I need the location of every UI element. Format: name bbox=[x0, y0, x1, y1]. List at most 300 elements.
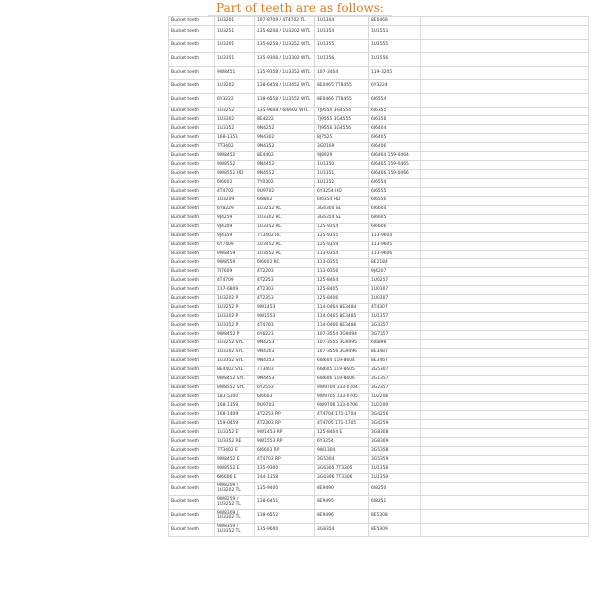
part-number-cell: 6I6898 bbox=[369, 339, 421, 348]
part-category-cell: Bucket teeth bbox=[169, 313, 215, 322]
part-number-cell: 6I6603 bbox=[255, 393, 315, 402]
part-number-cell: 125-8406 bbox=[315, 295, 369, 304]
part-number-cell: 6I6356 bbox=[369, 116, 421, 125]
blank-cell bbox=[421, 187, 589, 196]
part-category-cell: Bucket teeth bbox=[169, 39, 215, 53]
part-number-cell: 125-8405 bbox=[315, 286, 369, 295]
part-number-cell: 6I6465 159-0465 bbox=[369, 161, 421, 170]
part-number-cell: 6I6602 bbox=[215, 179, 255, 188]
part-number-cell: 1U3201 bbox=[215, 17, 255, 26]
part-number-cell: 7J9554 3G4554 bbox=[315, 107, 369, 116]
table-row bbox=[169, 402, 589, 411]
part-number-cell: 6I6556 bbox=[369, 196, 421, 205]
part-number-cell: 4T2253 RP bbox=[255, 411, 315, 420]
part-number-cell: 9W8359 / 1U3352 TL bbox=[215, 523, 255, 537]
part-category-cell: Bucket teeth bbox=[169, 330, 215, 339]
part-number-cell: 1U3252 SYL bbox=[215, 339, 255, 348]
part-number-cell: 9W1553 bbox=[255, 313, 315, 322]
part-category-cell: Bucket teeth bbox=[169, 438, 215, 447]
part-number-cell: 1U1352 bbox=[315, 179, 369, 188]
part-number-cell: 135-9400 bbox=[255, 482, 315, 496]
part-number-cell: 4T4709 bbox=[215, 277, 255, 286]
blank-cell bbox=[421, 259, 589, 268]
part-number-cell: 3G5307 bbox=[369, 366, 421, 375]
blank-cell bbox=[421, 214, 589, 223]
part-number-cell: 6I6555 bbox=[369, 187, 421, 196]
part-category-cell: Bucket teeth bbox=[169, 375, 215, 384]
part-category-cell: Bucket teeth bbox=[169, 447, 215, 456]
part-number-cell: 113-9606 bbox=[369, 250, 421, 259]
part-category-cell: Bucket teeth bbox=[169, 134, 215, 143]
part-number-cell: 1U1553 bbox=[369, 25, 421, 39]
blank-cell bbox=[421, 420, 589, 429]
blank-cell bbox=[421, 116, 589, 125]
part-category-cell: Bucket teeth bbox=[169, 143, 215, 152]
table-row bbox=[169, 357, 589, 366]
part-number-cell: 6I6464 159-0464 bbox=[369, 152, 421, 161]
blank-cell bbox=[421, 304, 589, 313]
part-number-cell: 9W1304 bbox=[315, 447, 369, 456]
part-number-cell: 4T2303 bbox=[255, 286, 315, 295]
part-number-cell: 135-8208 / 1U3202 WTL bbox=[255, 25, 315, 39]
part-number-cell: 9W8552 SYL bbox=[215, 384, 255, 393]
part-number-cell: 8E3487 bbox=[369, 348, 421, 357]
blank-cell bbox=[421, 402, 589, 411]
part-category-cell: Bucket teeth bbox=[169, 304, 215, 313]
table-row bbox=[169, 429, 589, 438]
part-number-cell: 135-9600 bbox=[255, 523, 315, 537]
part-number-cell: 135-9308 / 1U3302 WTL bbox=[255, 53, 315, 67]
blank-cell bbox=[421, 107, 589, 116]
table-row bbox=[169, 366, 589, 375]
blank-cell bbox=[421, 465, 589, 474]
part-category-cell: Bucket teeth bbox=[169, 170, 215, 179]
part-number-cell: 7T3402 RC bbox=[255, 232, 315, 241]
table-row bbox=[169, 250, 589, 259]
part-number-cell: 1U3209 bbox=[215, 196, 255, 205]
part-number-cell: 6I6554 bbox=[369, 179, 421, 188]
part-number-cell: 9J4259 bbox=[215, 214, 255, 223]
part-number-cell: 107-3554 3G9494 bbox=[315, 330, 369, 339]
part-number-cell: 9U9702 bbox=[255, 187, 315, 196]
blank-cell bbox=[421, 93, 589, 107]
blank-cell bbox=[421, 482, 589, 496]
part-number-cell: 6I6554 bbox=[369, 93, 421, 107]
part-number-cell: 4T2253 bbox=[255, 277, 315, 286]
table-row bbox=[169, 179, 589, 188]
table-row bbox=[169, 384, 589, 393]
table-row bbox=[169, 187, 589, 196]
part-number-cell: 3G0169 bbox=[315, 143, 369, 152]
part-number-cell: 8E2184 bbox=[369, 259, 421, 268]
part-number-cell: 9W1453 RP bbox=[255, 429, 315, 438]
blank-cell bbox=[421, 366, 589, 375]
part-category-cell: Bucket teeth bbox=[169, 286, 215, 295]
part-number-cell: 8E0466 7T8455 bbox=[315, 93, 369, 107]
part-number-cell: 4T4705 171-1705 bbox=[315, 420, 369, 429]
part-number-cell: 4T4703 bbox=[255, 322, 315, 331]
part-number-cell: 135-9359 bbox=[315, 241, 369, 250]
part-number-cell: 1U3352 SYL bbox=[215, 357, 255, 366]
blank-cell bbox=[421, 179, 589, 188]
part-number-cell: 9N4453 bbox=[255, 375, 315, 384]
part-number-cell: 3G6305 7T3305 bbox=[315, 465, 369, 474]
part-number-cell: 3G3357 bbox=[369, 322, 421, 331]
table-row bbox=[169, 143, 589, 152]
table-row bbox=[169, 107, 589, 116]
part-number-cell: 1U3252 bbox=[215, 107, 255, 116]
part-number-cell: 1U1354 bbox=[315, 25, 369, 39]
part-number-cell: 138-6552 bbox=[255, 510, 315, 524]
part-category-cell: Bucket teeth bbox=[169, 384, 215, 393]
part-number-cell: 159-0459 bbox=[215, 420, 255, 429]
part-number-cell: 107-3555 3G9495 bbox=[315, 339, 369, 348]
part-category-cell: Bucket teeth bbox=[169, 53, 215, 67]
part-number-cell: 6I6406 bbox=[369, 143, 421, 152]
part-number-cell: 1U2209 bbox=[369, 402, 421, 411]
part-number-cell: 6I6604 bbox=[369, 205, 421, 214]
part-number-cell: 4T4704 171-1704 bbox=[315, 411, 369, 420]
part-number-cell: 6I8250 bbox=[369, 482, 421, 496]
part-number-cell: 113-0355 bbox=[315, 259, 369, 268]
part-number-cell: 9N4303 bbox=[255, 348, 315, 357]
part-number-cell: 7J9555 3G4555 bbox=[315, 116, 369, 125]
part-number-cell: 3G8308 bbox=[369, 429, 421, 438]
part-number-cell: 9W1453 bbox=[255, 304, 315, 313]
blank-cell bbox=[421, 232, 589, 241]
part-number-cell: 8E0465 7T8455 bbox=[315, 80, 369, 94]
part-number-cell: 1U1358 bbox=[369, 465, 421, 474]
part-category-cell: Bucket teeth bbox=[169, 93, 215, 107]
part-number-cell: 6I6603 RP bbox=[255, 447, 315, 456]
table-row bbox=[169, 393, 589, 402]
part-number-cell: 114-0465 8E3485 bbox=[315, 313, 369, 322]
part-category-cell: Bucket teeth bbox=[169, 277, 215, 286]
blank-cell bbox=[421, 330, 589, 339]
blank-cell bbox=[421, 411, 589, 420]
part-category-cell: Bucket teeth bbox=[169, 214, 215, 223]
table-row bbox=[169, 456, 589, 465]
table-row bbox=[169, 232, 589, 241]
part-number-cell: 4T4703 RP bbox=[255, 456, 315, 465]
part-number-cell: 6I6355 bbox=[369, 107, 421, 116]
part-number-cell: 1U1350 bbox=[315, 161, 369, 170]
part-number-cell: 1U3251 bbox=[215, 25, 255, 39]
part-number-cell: 135-9354 bbox=[315, 223, 369, 232]
blank-cell bbox=[421, 510, 589, 524]
part-category-cell: Bucket teeth bbox=[169, 161, 215, 170]
part-category-cell: Bucket teeth bbox=[169, 232, 215, 241]
part-number-cell: 9W8459 bbox=[215, 250, 255, 259]
part-category-cell: Bucket teeth bbox=[169, 250, 215, 259]
part-number-cell: 3G2357 bbox=[369, 384, 421, 393]
blank-cell bbox=[421, 66, 589, 80]
part-number-cell: 4T2203 bbox=[255, 268, 315, 277]
table-row bbox=[169, 161, 589, 170]
part-number-cell: 1U3202 P bbox=[215, 295, 255, 304]
table-row bbox=[169, 438, 589, 447]
part-number-cell: 4T2353 bbox=[255, 295, 315, 304]
part-number-cell: 168-1351 bbox=[215, 134, 255, 143]
table-row bbox=[169, 411, 589, 420]
blank-cell bbox=[421, 161, 589, 170]
part-number-cell: 125-8404 bbox=[315, 277, 369, 286]
part-number-cell: 107-8709 / 4T4702 TL bbox=[255, 17, 315, 26]
part-number-cell: 9W8309 / 1U3302 TL bbox=[215, 510, 255, 524]
part-number-cell: 7J9556 3G4556 bbox=[315, 125, 369, 134]
part-number-cell: 6Y6223 bbox=[255, 330, 315, 339]
part-number-cell: 6Y2553 bbox=[255, 384, 315, 393]
part-number-cell: 6I6602 RC bbox=[255, 259, 315, 268]
part-number-cell: 1U3352 P bbox=[215, 322, 255, 331]
part-number-cell: 168-1359 bbox=[215, 402, 255, 411]
part-number-cell: 6I6354 HD bbox=[315, 196, 369, 205]
table-row bbox=[169, 93, 589, 107]
part-category-cell: Bucket teeth bbox=[169, 196, 215, 205]
part-number-cell: 3G6306 7T3306 bbox=[315, 473, 369, 482]
part-number-cell: 1U3552 RC bbox=[255, 250, 315, 259]
table-row bbox=[169, 170, 589, 179]
blank-cell bbox=[421, 53, 589, 67]
table-row bbox=[169, 39, 589, 53]
part-number-cell: 9J8929 bbox=[315, 152, 369, 161]
part-number-cell: 9W1553 RP bbox=[255, 438, 315, 447]
part-number-cell: 9W8552 E bbox=[215, 465, 255, 474]
part-number-cell: 138-6558 / 1U3552 WTL bbox=[255, 93, 315, 107]
blank-cell bbox=[421, 357, 589, 366]
part-category-cell: Bucket teeth bbox=[169, 152, 215, 161]
part-number-cell: 6I8604 119-8604 bbox=[315, 357, 369, 366]
part-number-cell: 8E9496 bbox=[315, 510, 369, 524]
part-number-cell: 125-8404 E bbox=[315, 429, 369, 438]
part-number-cell: 6I6466 159-0466 bbox=[369, 170, 421, 179]
part-number-cell: 135-9300 bbox=[255, 465, 315, 474]
part-category-cell: Bucket teeth bbox=[169, 456, 215, 465]
part-category-cell: Bucket teeth bbox=[169, 465, 215, 474]
part-category-cell: Bucket teeth bbox=[169, 205, 215, 214]
part-number-cell: 9N4352 bbox=[255, 143, 315, 152]
part-category-cell: Bucket teeth bbox=[169, 429, 215, 438]
table-row bbox=[169, 80, 589, 94]
table-row bbox=[169, 116, 589, 125]
part-category-cell: Bucket teeth bbox=[169, 223, 215, 232]
part-number-cell: 4T2303 RP bbox=[255, 420, 315, 429]
blank-cell bbox=[421, 241, 589, 250]
part-number-cell: 1U3302 bbox=[215, 116, 255, 125]
blank-cell bbox=[421, 322, 589, 331]
blank-cell bbox=[421, 250, 589, 259]
part-number-cell: 138-6451 bbox=[255, 496, 315, 510]
table-row bbox=[169, 313, 589, 322]
part-number-cell: 3G5358 bbox=[369, 447, 421, 456]
table-row bbox=[169, 223, 589, 232]
part-number-cell: 7T3403 bbox=[255, 366, 315, 375]
part-number-cell: 113-0356 bbox=[315, 268, 369, 277]
part-number-cell: 113-9604 bbox=[369, 232, 421, 241]
blank-cell bbox=[421, 170, 589, 179]
table-row bbox=[169, 295, 589, 304]
part-number-cell: 1U1555 bbox=[369, 39, 421, 53]
table-row bbox=[169, 510, 589, 524]
table-row bbox=[169, 241, 589, 250]
table-row bbox=[169, 465, 589, 474]
blank-cell bbox=[421, 152, 589, 161]
part-category-cell: Bucket teeth bbox=[169, 482, 215, 496]
part-number-cell: 113-0354 bbox=[315, 250, 369, 259]
parts-table-body bbox=[169, 17, 589, 537]
part-number-cell: 6Y8229 bbox=[215, 205, 255, 214]
part-category-cell: Bucket teeth bbox=[169, 420, 215, 429]
part-number-cell: 1U1356 bbox=[315, 53, 369, 67]
part-number-cell: 1U3252 P bbox=[215, 304, 255, 313]
part-number-cell: 3G6304 SL bbox=[315, 205, 369, 214]
table-row bbox=[169, 523, 589, 537]
part-number-cell: 1U1351 bbox=[315, 170, 369, 179]
blank-cell bbox=[421, 313, 589, 322]
part-number-cell: 144-1358 bbox=[255, 473, 315, 482]
table-row bbox=[169, 375, 589, 384]
part-number-cell: 9N4253 bbox=[255, 339, 315, 348]
part-number-cell: 4T4702 bbox=[215, 187, 255, 196]
part-number-cell: 168-1409 bbox=[215, 411, 255, 420]
table-row bbox=[169, 205, 589, 214]
part-number-cell: 1U0307 bbox=[369, 286, 421, 295]
part-category-cell: Bucket teeth bbox=[169, 496, 215, 510]
part-number-cell: 1U3352 E bbox=[215, 429, 255, 438]
table-row bbox=[169, 214, 589, 223]
part-category-cell: Bucket teeth bbox=[169, 366, 215, 375]
part-number-cell: 8E5309 bbox=[369, 523, 421, 537]
table-row bbox=[169, 496, 589, 510]
part-number-cell: 1U1355 bbox=[315, 39, 369, 53]
blank-cell bbox=[421, 223, 589, 232]
part-number-cell: 7T3402 bbox=[215, 143, 255, 152]
part-category-cell: Bucket teeth bbox=[169, 179, 215, 188]
part-number-cell: 9N4252 bbox=[255, 125, 315, 134]
part-number-cell: 9W8452 bbox=[215, 152, 255, 161]
part-category-cell: Bucket teeth bbox=[169, 125, 215, 134]
part-number-cell: 1U3301 bbox=[215, 39, 255, 53]
part-number-cell: 9N4302 bbox=[255, 134, 315, 143]
part-number-cell: 1U0257 bbox=[369, 277, 421, 286]
part-number-cell: 9U9703 bbox=[255, 402, 315, 411]
part-number-cell: 6I6405 bbox=[369, 134, 421, 143]
part-number-cell: 8E3467 bbox=[369, 357, 421, 366]
part-number-cell: 9J4359 bbox=[215, 232, 255, 241]
part-number-cell: 9N4552 bbox=[255, 170, 315, 179]
part-number-cell: 3G6354 SL bbox=[315, 214, 369, 223]
part-number-cell: 9J4309 bbox=[215, 223, 255, 232]
table-row bbox=[169, 196, 589, 205]
table-row bbox=[169, 17, 589, 26]
table-row bbox=[169, 322, 589, 331]
part-category-cell: Bucket teeth bbox=[169, 473, 215, 482]
part-number-cell: 9N4353 bbox=[255, 357, 315, 366]
part-category-cell: Bucket teeth bbox=[169, 339, 215, 348]
part-number-cell: 6I6605 bbox=[369, 214, 421, 223]
part-number-cell: 6I8605 119-8605 bbox=[315, 366, 369, 375]
blank-cell bbox=[421, 438, 589, 447]
blank-cell bbox=[421, 496, 589, 510]
table-row bbox=[169, 286, 589, 295]
part-number-cell: 1U3302 RC bbox=[255, 214, 315, 223]
part-number-cell: 7I7609 bbox=[215, 268, 255, 277]
part-number-cell: 3G5304 bbox=[315, 456, 369, 465]
part-number-cell: 6Y3254 bbox=[315, 438, 369, 447]
part-number-cell: 3G1357 bbox=[369, 375, 421, 384]
blank-cell bbox=[421, 25, 589, 39]
part-number-cell: 7T3402 E bbox=[215, 447, 255, 456]
page-heading: Part of teeth are as follows: bbox=[216, 1, 384, 15]
table-row bbox=[169, 339, 589, 348]
part-number-cell: 6Y3222 bbox=[215, 93, 255, 107]
part-number-cell: 9W8452 P bbox=[215, 330, 255, 339]
part-number-cell: 1U3351 bbox=[215, 53, 255, 67]
part-number-cell: 1U1304 bbox=[315, 17, 369, 26]
part-number-cell: 9N4452 bbox=[255, 161, 315, 170]
part-category-cell: Bucket teeth bbox=[169, 510, 215, 524]
part-number-cell: 8E4402 bbox=[255, 152, 315, 161]
part-number-cell: 8E9490 bbox=[315, 482, 369, 496]
part-number-cell: 8E9495 bbox=[315, 496, 369, 510]
blank-cell bbox=[421, 286, 589, 295]
table-row bbox=[169, 25, 589, 39]
part-number-cell: 9W8259 / 1U3252 TL bbox=[215, 496, 255, 510]
part-number-cell: 107-3556 3G9496 bbox=[315, 348, 369, 357]
part-category-cell: Bucket teeth bbox=[169, 241, 215, 250]
part-number-cell: 114-0464 8E3484 bbox=[315, 304, 369, 313]
blank-cell bbox=[421, 143, 589, 152]
part-number-cell: 7Y0302 bbox=[255, 179, 315, 188]
blank-cell bbox=[421, 80, 589, 94]
part-number-cell: 1U3252 RC bbox=[255, 205, 315, 214]
part-number-cell: 9W8451 bbox=[215, 66, 255, 80]
table-row bbox=[169, 268, 589, 277]
part-number-cell: 6I8606 119-8606 bbox=[315, 375, 369, 384]
part-category-cell: Bucket teeth bbox=[169, 411, 215, 420]
table-row bbox=[169, 420, 589, 429]
part-number-cell: 135-9358 / 1U3352 WTL bbox=[255, 66, 315, 80]
part-number-cell: 107-3404 bbox=[315, 66, 369, 80]
blank-cell bbox=[421, 384, 589, 393]
part-number-cell: 9W8209 / 1U3202 TL bbox=[215, 482, 255, 496]
blank-cell bbox=[421, 134, 589, 143]
blank-cell bbox=[421, 447, 589, 456]
part-number-cell: 6Y7409 bbox=[215, 241, 255, 250]
part-number-cell: 8E5308 bbox=[369, 510, 421, 524]
part-number-cell: 135-9608 / 6I6602 WTL bbox=[255, 107, 315, 116]
part-number-cell: 9W8559 bbox=[215, 259, 255, 268]
part-category-cell: Bucket teeth bbox=[169, 402, 215, 411]
part-number-cell: 1U2208 bbox=[369, 393, 421, 402]
part-number-cell: 9W8552 HD bbox=[215, 170, 255, 179]
part-number-cell: 114-0466 8E3486 bbox=[315, 322, 369, 331]
part-number-cell: 8E0468 bbox=[369, 17, 421, 26]
blank-cell bbox=[421, 456, 589, 465]
part-category-cell: Bucket teeth bbox=[169, 116, 215, 125]
blank-cell bbox=[421, 268, 589, 277]
part-category-cell: Bucket teeth bbox=[169, 357, 215, 366]
part-number-cell: 1U3302 P bbox=[215, 313, 255, 322]
part-number-cell: 8E4222 bbox=[255, 116, 315, 125]
blank-cell bbox=[421, 339, 589, 348]
blank-cell bbox=[421, 205, 589, 214]
part-number-cell: 1U3202 bbox=[215, 80, 255, 94]
table-row bbox=[169, 330, 589, 339]
blank-cell bbox=[421, 429, 589, 438]
part-number-cell: 183-5300 bbox=[215, 393, 255, 402]
part-category-cell: Bucket teeth bbox=[169, 187, 215, 196]
